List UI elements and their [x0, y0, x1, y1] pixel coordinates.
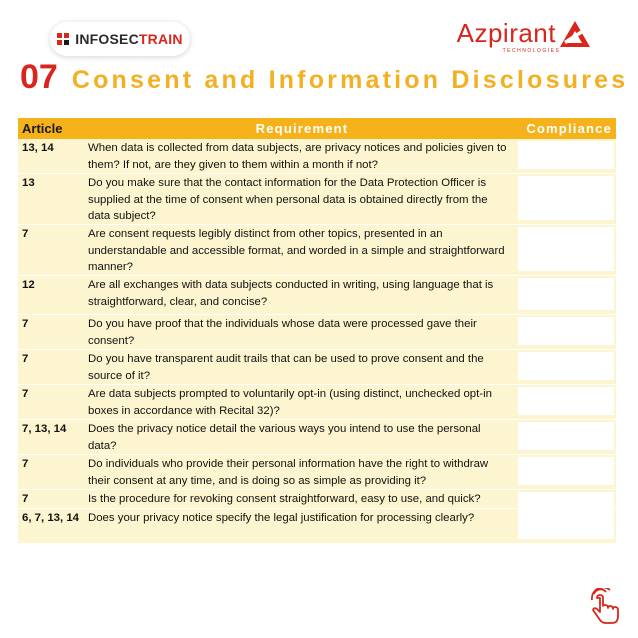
compliance-cell[interactable] [516, 420, 616, 454]
article-cell: 7 [22, 388, 29, 400]
infosectrain-wordmark: INFOSECTRAIN [75, 31, 183, 47]
header-requirement: Requirement [255, 121, 349, 136]
article-cell: 7, 13, 14 [22, 423, 67, 435]
compliance-input-box[interactable] [518, 457, 614, 485]
compliance-cell[interactable] [516, 385, 616, 419]
requirement-cell: Do individuals who provide their personal information have the right to withdraw their consent at any time, and is doing so as simple as providing it? [88, 458, 489, 487]
compliance-input-box[interactable] [518, 278, 614, 310]
requirement-cell: Are data subjects prompted to voluntarily opt-in (using distinct, unchecked opt-in boxes in accordance with Recital 32)? [88, 388, 492, 417]
compliance-cell[interactable] [516, 139, 616, 173]
article-cell: 7 [22, 318, 29, 330]
requirement-cell: Are all exchanges with data subjects conducted in writing, using language that is straightforward, clear, and concise? [88, 279, 494, 308]
article-cell: 12 [22, 279, 35, 291]
requirement-cell: Are consent requests legibly distinct from other topics, presented in an understandable and accessible format, and worded in a simple and straightforward manner? [88, 228, 505, 273]
table-row [18, 420, 616, 455]
compliance-input-box[interactable] [518, 227, 614, 271]
compliance-cell[interactable] [516, 174, 616, 224]
article-cell: 7 [22, 353, 29, 365]
requirement-cell: Do you have transparent audit trails that can be used to prove consent and the source of it? [88, 353, 484, 382]
azpirant-triangle-icon [558, 19, 592, 49]
table-row [18, 276, 616, 315]
compliance-input-box[interactable] [518, 176, 614, 220]
compliance-input-box[interactable] [518, 387, 614, 415]
table-row [18, 139, 616, 174]
table-row [18, 315, 616, 350]
compliance-cell[interactable] [516, 276, 616, 314]
compliance-input-box[interactable] [518, 352, 614, 380]
table-body [18, 139, 616, 544]
section-title: Consent and Information Disclosures [71, 66, 629, 94]
requirement-cell: Is the procedure for revoking consent straightforward, easy to use, and quick? [88, 493, 481, 505]
table-row [18, 174, 616, 225]
checklist-table [18, 118, 616, 544]
page-title [20, 58, 628, 97]
table-row [18, 490, 616, 509]
compliance-cell[interactable] [516, 490, 616, 508]
requirement-cell: Does your privacy notice specify the legal justification for processing clearly? [88, 512, 475, 524]
article-cell: 7 [22, 458, 29, 470]
table-row [18, 509, 616, 544]
article-cell: 13 [22, 177, 35, 189]
requirement-cell: When data is collected from data subjects, are privacy notices and policies given to them? If not, are they given to them within a month if not? [88, 142, 507, 171]
requirement-cell: Do you make sure that the contact information for the Data Protection Officer is supplied at the time of consent when personal data is obtained directly from the data subject? [88, 177, 488, 222]
compliance-cell[interactable] [516, 225, 616, 275]
section-number: 07 [20, 58, 58, 96]
infosectrain-mark-icon [57, 33, 69, 45]
article-cell: 7 [22, 493, 29, 505]
tap-hand-icon [590, 588, 624, 628]
compliance-cell[interactable] [516, 350, 616, 384]
article-cell: 13, 14 [22, 142, 54, 154]
table-header [18, 118, 616, 139]
article-cell: 6, 7, 13, 14 [22, 512, 79, 524]
table-row [18, 455, 616, 490]
requirement-cell: Do you have proof that the individuals whose data were processed gave their consent? [88, 318, 477, 347]
table-row [18, 385, 616, 420]
compliance-cell[interactable] [516, 315, 616, 349]
compliance-input-box[interactable] [518, 317, 614, 345]
azpirant-wordmark: Azpirant [456, 18, 556, 48]
header-compliance: Compliance [526, 121, 612, 136]
table-row [18, 350, 616, 385]
azpirant-tagline: TECHNOLOGIES [502, 48, 561, 54]
article-cell: 7 [22, 228, 29, 240]
table-row [18, 225, 616, 276]
compliance-cell[interactable] [516, 509, 616, 543]
compliance-input-box[interactable] [518, 511, 614, 539]
compliance-input-box[interactable] [518, 141, 614, 169]
header-article: Article [22, 121, 63, 136]
azpirant-logo [456, 18, 592, 54]
requirement-cell: Does the privacy notice detail the various ways you intend to use the personal data? [88, 423, 481, 452]
compliance-input-box[interactable] [518, 422, 614, 450]
compliance-cell[interactable] [516, 455, 616, 489]
infosectrain-logo [50, 22, 190, 56]
